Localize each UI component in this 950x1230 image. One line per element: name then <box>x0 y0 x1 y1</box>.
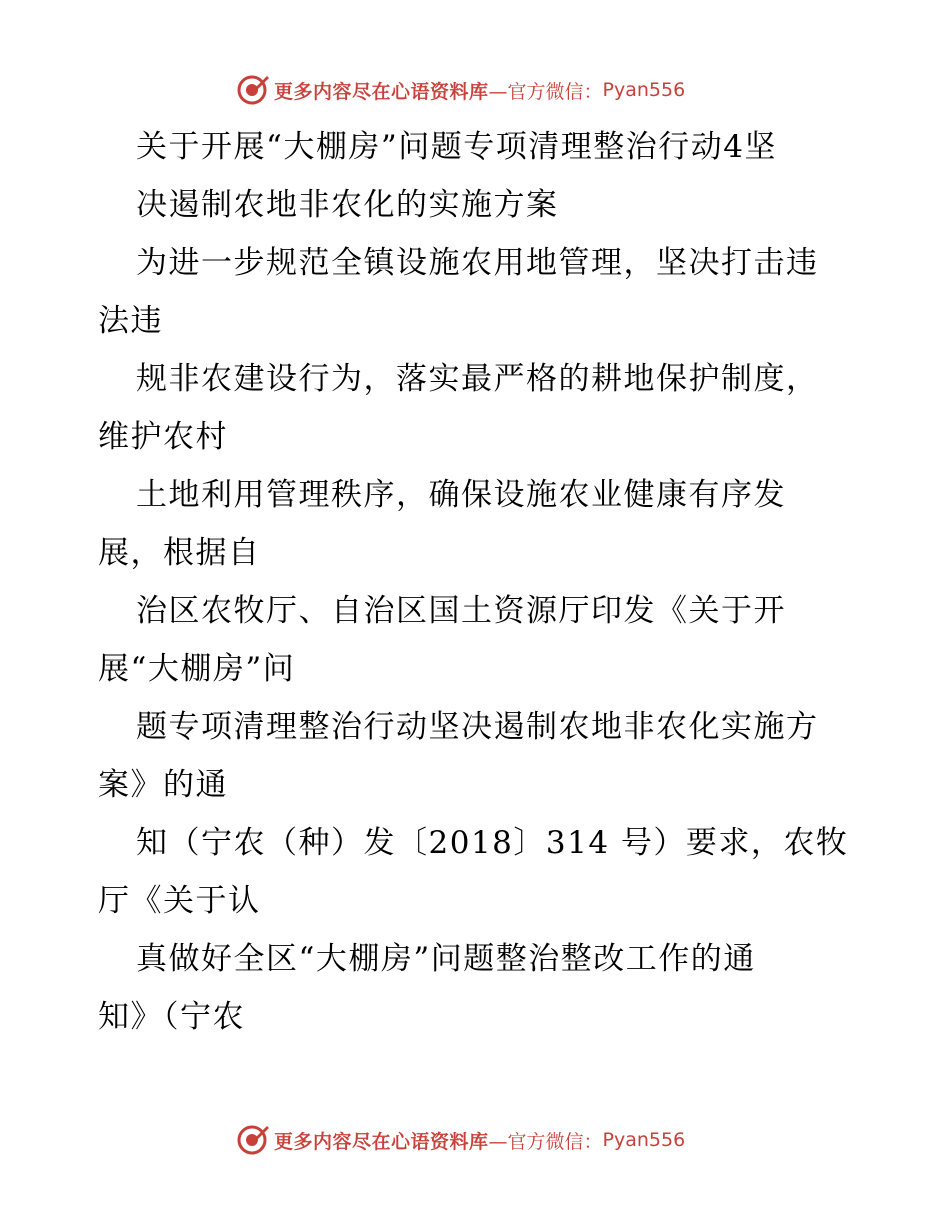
body-line: 厅《关于认 <box>98 883 261 919</box>
watermark-label: —官方微信： <box>488 1130 603 1153</box>
body-line: 治区农牧厅、自治区国土资源厅印发《关于开 <box>136 593 786 629</box>
pen-logo-icon <box>236 1123 270 1157</box>
watermark-account: Pyan556 <box>602 79 686 101</box>
body-line: 真做好全区“大棚房”问题整治整改工作的通 <box>136 941 756 977</box>
pen-logo-icon <box>236 73 270 107</box>
body-line: 法违 <box>98 303 163 339</box>
body-line: 土地利用管理秩序，确保设施农业健康有序发 <box>136 477 786 513</box>
header-watermark <box>236 72 685 108</box>
body-line: 知》（宁农 <box>98 999 245 1035</box>
body-line: 为进一步规范全镇设施农用地管理，坚决打击违 <box>136 245 819 281</box>
body-line: 展“大棚房”问 <box>98 651 296 687</box>
body-line: 知（宁农（种）发〔2018〕314 号）要求，农牧 <box>136 825 849 861</box>
body-line: 维护农村 <box>98 419 228 455</box>
body-line: 案》的通 <box>98 767 228 803</box>
body-line: 展，根据自 <box>98 535 261 571</box>
document-body <box>98 118 878 1046</box>
body-line: 题专项清理整治行动坚决遏制农地非农化实施方 <box>136 709 819 745</box>
body-line: 规非农建设行为，落实最严格的耕地保护制度， <box>136 361 819 397</box>
footer-watermark <box>236 1122 685 1158</box>
watermark-account: Pyan556 <box>602 1129 686 1151</box>
watermark-title: 更多内容尽在心语资料库 <box>274 80 489 103</box>
watermark-title: 更多内容尽在心语资料库 <box>274 1130 489 1153</box>
body-line: 关于开展“大棚房”问题专项清理整治行动4坚 <box>136 129 777 165</box>
watermark-label: —官方微信： <box>488 80 603 103</box>
body-line: 决遏制农地非农化的实施方案 <box>136 187 559 223</box>
